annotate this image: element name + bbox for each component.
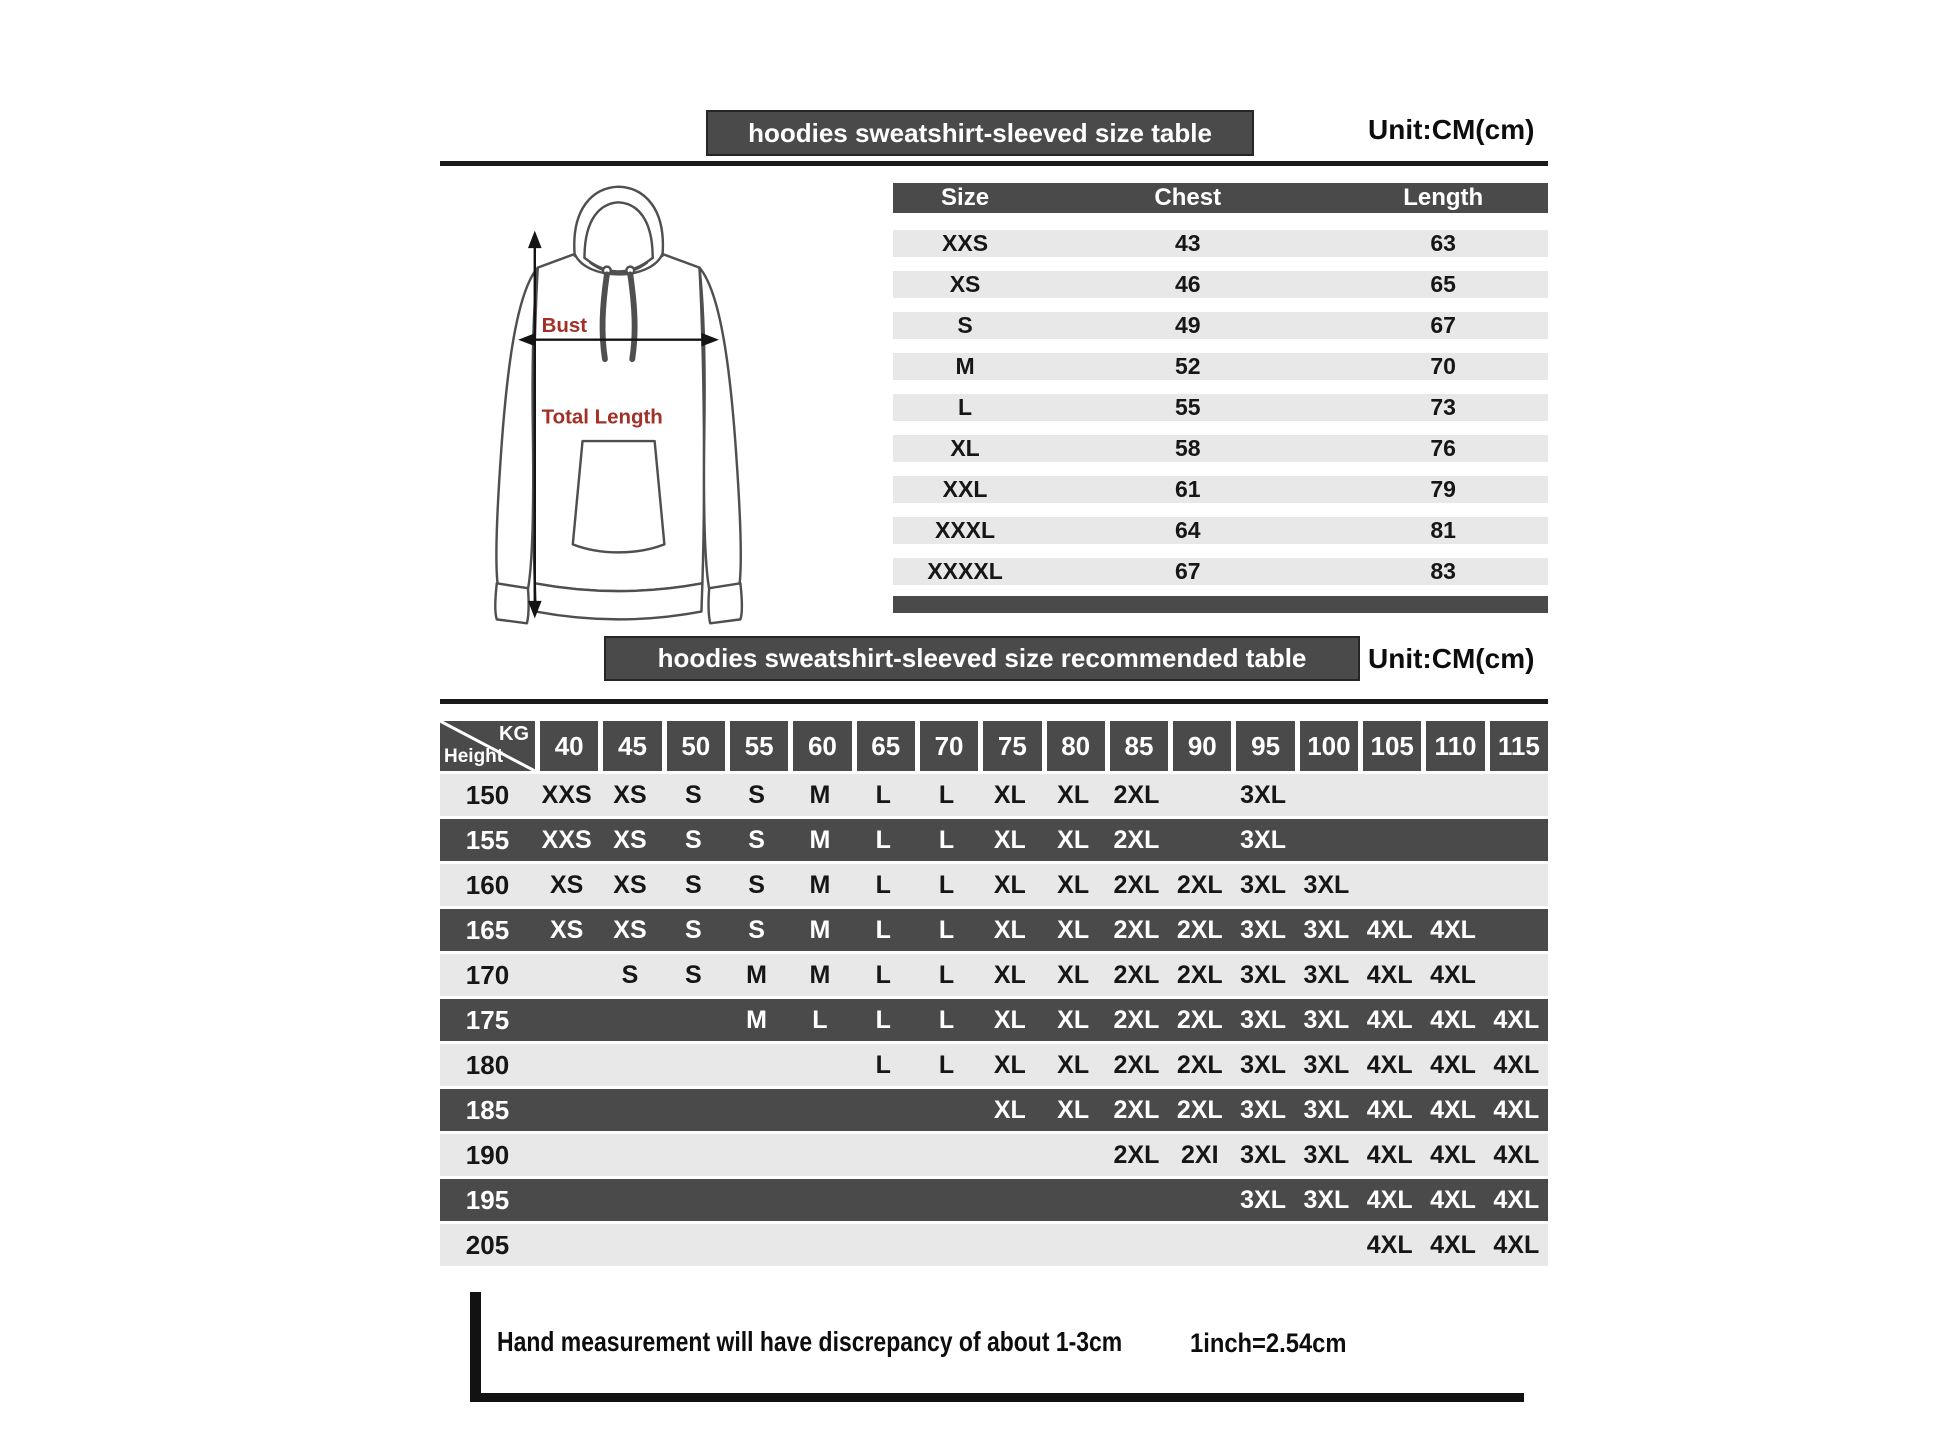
- size-recommendation-cell: 3XL: [1240, 780, 1287, 809]
- length-cell: 67: [1430, 312, 1456, 338]
- matrix-row: [440, 1134, 1548, 1176]
- weight-header-cell: 90: [1173, 721, 1231, 771]
- size-recommendation-cell: 3XL: [1240, 1050, 1287, 1079]
- size-recommendation-cell: 3XL: [1303, 1095, 1350, 1124]
- size-recommendation-cell: 3XL: [1303, 870, 1350, 899]
- size-recommendation-cell: XS: [613, 825, 647, 854]
- matrix-row: [440, 819, 1548, 861]
- size-recommendation-cell: XL: [1057, 1095, 1090, 1124]
- size-recommendation-cell: 4XL: [1366, 1230, 1413, 1259]
- size-recommendation-cell: M: [809, 780, 831, 809]
- recommended-table-title-bar: [604, 636, 1360, 681]
- size-recommendation-cell: S: [748, 825, 765, 854]
- size-recommendation-cell: L: [812, 1005, 828, 1034]
- size-recommendation-cell: 4XL: [1493, 1230, 1540, 1259]
- size-recommendation-cell: 2XL: [1113, 915, 1160, 944]
- chest-cell: 61: [1174, 476, 1201, 502]
- size-recommendation-cell: 3XL: [1240, 870, 1287, 899]
- size-recommendation-cell: 2XL: [1113, 1050, 1160, 1079]
- chest-cell: 55: [1174, 394, 1201, 420]
- length-cell: 81: [1430, 517, 1456, 543]
- hoodie-hood-outer: [574, 187, 663, 256]
- hoodie-right-cuff: [709, 583, 742, 623]
- size-recommendation-cell: 4XL: [1366, 960, 1413, 989]
- size-recommendation-cell: 4XL: [1430, 1140, 1476, 1169]
- weight-header-cell: 100: [1300, 721, 1358, 771]
- matrix-row: [440, 1089, 1548, 1131]
- size-recommendation-cell: 3XL: [1240, 1185, 1287, 1214]
- size-recommendation-cell: 3XL: [1240, 1005, 1287, 1034]
- size-recommendation-cell: L: [875, 915, 891, 944]
- size-recommendation-cell: L: [875, 870, 891, 899]
- hoodie-hood-rim: [584, 202, 652, 258]
- hoodie-right-sleeve: [699, 268, 740, 590]
- height-cell: 190: [465, 1139, 510, 1170]
- size-recommendation-cell: L: [938, 1005, 955, 1034]
- weight-header-cell: 95: [1236, 721, 1294, 771]
- recommended-table-title: hoodies sweatshirt-sleeved size recommended table: [657, 643, 1307, 673]
- size-recommendation-cell: 4XL: [1366, 1095, 1413, 1124]
- length-cell: 63: [1430, 230, 1456, 256]
- weight-header-cell: 65: [857, 721, 915, 771]
- weight-header-cell: 80: [1047, 721, 1105, 771]
- hoodie-left-cuff: [495, 583, 528, 623]
- size-recommendation-cell: M: [809, 870, 831, 899]
- size-recommendation-cell: L: [938, 825, 955, 854]
- size-recommendation-cell: 3XL: [1240, 825, 1287, 854]
- size-recommendation-cell: 4XL: [1493, 1140, 1540, 1169]
- size-recommendation-cell: 3XL: [1240, 1095, 1287, 1124]
- size-recommendation-cell: 2XL: [1113, 1005, 1160, 1034]
- size-table-header-row: [893, 183, 1548, 213]
- matrix-row: [440, 999, 1548, 1041]
- size-recommendation-cell: L: [938, 780, 955, 809]
- length-cell: 73: [1430, 394, 1456, 420]
- size-table-title: hoodies sweatshirt-sleeved size table: [748, 117, 1212, 148]
- size-recommendation-cell: 2XI: [1181, 1140, 1219, 1169]
- size-table-title-bar: [706, 110, 1254, 156]
- size-recommendation-cell: S: [684, 825, 702, 854]
- size-recommendation-cell: 4XL: [1493, 1185, 1540, 1214]
- size-recommendation-cell: L: [938, 915, 955, 944]
- weight-header-cell: 85: [1110, 721, 1168, 771]
- height-cell: 150: [465, 779, 510, 810]
- size-recommendation-cell: XS: [613, 915, 647, 944]
- matrix-row: [440, 774, 1548, 816]
- size-recommendation-cell: 2XL: [1113, 960, 1160, 989]
- size-recommendation-cell: XL: [1057, 870, 1090, 899]
- matrix-corner-cell: [440, 721, 535, 771]
- size-recommendation-cell: 3XL: [1303, 1140, 1350, 1169]
- size-table-row: [893, 517, 1548, 544]
- size-table-row: [893, 230, 1548, 257]
- size-recommendation-cell: 4XL: [1366, 1140, 1413, 1169]
- length-cell: 65: [1430, 271, 1456, 297]
- size-recommendation-cell: XL: [993, 1005, 1026, 1034]
- footer-underline: [470, 1393, 1524, 1402]
- size-recommendation-cell: L: [938, 1050, 955, 1079]
- size-cell: XXXL: [935, 517, 996, 543]
- size-recommendation-cell: 2XL: [1113, 870, 1160, 899]
- height-cell: 160: [465, 869, 510, 900]
- hoodie-measurement-diagram: [452, 176, 830, 634]
- size-recommendation-cell: 4XL: [1493, 1050, 1540, 1079]
- size-recommendation-cell: 3XL: [1240, 960, 1287, 989]
- size-table-row: [893, 476, 1548, 503]
- recommended-size-matrix: [440, 721, 1548, 1266]
- size-recommendation-cell: XL: [1057, 1050, 1090, 1079]
- size-recommendation-cell: XS: [613, 870, 647, 899]
- height-cell: 165: [465, 914, 510, 945]
- size-recommendation-cell: 3XL: [1240, 915, 1287, 944]
- weight-header-cell: 75: [983, 721, 1041, 771]
- weight-header-cell: 105: [1363, 721, 1421, 771]
- size-recommendation-cell: 2XL: [1176, 870, 1223, 899]
- chest-cell: 58: [1174, 435, 1201, 461]
- height-cell: 155: [465, 824, 510, 855]
- size-recommendation-cell: L: [875, 780, 891, 809]
- matrix-row: [440, 1044, 1548, 1086]
- size-table-row: [893, 558, 1548, 585]
- column-header-size: Size: [941, 184, 990, 211]
- size-recommendation-cell: 4XL: [1366, 915, 1413, 944]
- size-recommendation-cell: L: [938, 960, 955, 989]
- size-recommendation-cell: XL: [993, 825, 1026, 854]
- size-recommendation-cell: XXS: [541, 780, 592, 809]
- size-recommendation-cell: L: [875, 1005, 891, 1034]
- weight-header-cell: 45: [603, 721, 661, 771]
- size-cell: XS: [949, 271, 981, 297]
- size-recommendation-cell: 3XL: [1303, 1185, 1350, 1214]
- chest-cell: 52: [1174, 353, 1201, 379]
- matrix-header-row: [440, 721, 1548, 771]
- size-cell: XL: [950, 435, 980, 461]
- size-recommendation-cell: 2XL: [1113, 1095, 1160, 1124]
- size-recommendation-cell: L: [875, 960, 891, 989]
- size-recommendation-cell: M: [746, 1005, 767, 1034]
- weight-header-cell: 70: [920, 721, 978, 771]
- length-cell: 76: [1430, 435, 1456, 461]
- chest-cell: 46: [1174, 271, 1201, 297]
- size-recommendation-cell: S: [748, 870, 765, 899]
- matrix-row: [440, 954, 1548, 996]
- inch-conversion-note: 1inch=2.54cm: [1190, 1328, 1347, 1358]
- size-recommendation-cell: XS: [549, 915, 584, 944]
- size-recommendation-cell: 4XL: [1430, 1050, 1476, 1079]
- size-recommendation-cell: XL: [1057, 780, 1090, 809]
- size-table-row: [893, 394, 1548, 421]
- size-recommendation-cell: 3XL: [1303, 960, 1350, 989]
- height-cell: 175: [465, 1004, 510, 1035]
- size-recommendation-cell: 4XL: [1430, 1095, 1476, 1124]
- size-recommendation-cell: 2XL: [1176, 1050, 1223, 1079]
- size-table-footer-bar: [893, 596, 1548, 613]
- size-cell: S: [957, 312, 973, 338]
- size-recommendation-cell: XL: [1057, 915, 1090, 944]
- size-recommendation-cell: 4XL: [1366, 1005, 1413, 1034]
- weight-header-cell: 60: [793, 721, 851, 771]
- size-recommendation-cell: 4XL: [1493, 1005, 1540, 1034]
- height-cell: 195: [465, 1184, 510, 1215]
- size-recommendation-cell: M: [809, 960, 831, 989]
- size-recommendation-cell: M: [746, 960, 767, 989]
- matrix-row: [440, 1224, 1548, 1266]
- size-recommendation-cell: S: [684, 870, 702, 899]
- length-cell: 83: [1430, 558, 1456, 584]
- size-cell: L: [958, 394, 973, 420]
- size-recommendation-cell: XS: [549, 870, 584, 899]
- size-recommendation-cell: 3XL: [1303, 1050, 1350, 1079]
- weight-header-cell: 115: [1490, 721, 1548, 771]
- size-table-row: [893, 353, 1548, 380]
- size-recommendation-cell: XL: [993, 780, 1026, 809]
- size-recommendation-cell: XXS: [541, 825, 592, 854]
- chest-cell: 49: [1174, 312, 1201, 338]
- size-recommendation-cell: XL: [1057, 960, 1090, 989]
- height-cell: 205: [465, 1229, 510, 1260]
- matrix-body: [440, 774, 1548, 1266]
- size-recommendation-cell: XL: [993, 960, 1026, 989]
- size-recommendation-cell: 3XL: [1240, 1140, 1287, 1169]
- matrix-row: [440, 1179, 1548, 1221]
- size-recommendation-cell: M: [809, 825, 831, 854]
- top-divider-line: [440, 161, 1548, 166]
- chest-cell: 43: [1174, 230, 1201, 256]
- unit-label-top: Unit:CM(cm): [1368, 114, 1535, 145]
- size-recommendation-cell: 4XL: [1430, 1185, 1476, 1214]
- size-recommendation-cell: XL: [1057, 825, 1090, 854]
- unit-label-bottom: Unit:CM(cm): [1368, 643, 1535, 674]
- height-cell: 185: [465, 1094, 510, 1125]
- size-recommendation-cell: XL: [993, 1095, 1026, 1124]
- weight-header-cell: 40: [540, 721, 598, 771]
- size-table: [893, 183, 1548, 613]
- chest-cell: 67: [1174, 558, 1201, 584]
- height-cell: 180: [465, 1049, 510, 1080]
- size-recommendation-cell: M: [809, 915, 831, 944]
- size-recommendation-cell: 4XL: [1430, 960, 1476, 989]
- size-recommendation-cell: 2XL: [1176, 1005, 1223, 1034]
- corner-kg-label: KG: [499, 723, 529, 745]
- size-recommendation-cell: 4XL: [1366, 1185, 1413, 1214]
- measurement-note: Hand measurement will have discrepancy of about 1-3cm: [497, 1326, 1123, 1357]
- size-recommendation-cell: 3XL: [1303, 915, 1350, 944]
- middle-divider-line: [440, 699, 1548, 704]
- size-recommendation-cell: 4XL: [1430, 1230, 1476, 1259]
- matrix-row: [440, 909, 1548, 951]
- size-recommendation-cell: XL: [1057, 1005, 1090, 1034]
- size-recommendation-cell: XL: [993, 915, 1026, 944]
- size-recommendation-cell: 2XL: [1176, 960, 1223, 989]
- column-header-length: Length: [1403, 184, 1484, 211]
- length-cell: 79: [1430, 476, 1456, 502]
- size-table-row: [893, 271, 1548, 298]
- matrix-row: [440, 864, 1548, 906]
- size-recommendation-cell: XS: [613, 780, 647, 809]
- size-recommendation-cell: 4XL: [1493, 1095, 1540, 1124]
- size-recommendation-cell: S: [684, 780, 702, 809]
- size-recommendation-cell: XL: [993, 1050, 1026, 1079]
- size-recommendation-cell: S: [621, 960, 639, 989]
- size-recommendation-cell: S: [748, 780, 765, 809]
- size-table-row: [893, 435, 1548, 462]
- weight-header-cell: 55: [730, 721, 788, 771]
- total-length-label: Total Length: [541, 405, 663, 429]
- size-recommendation-cell: 2XL: [1113, 825, 1160, 854]
- size-table-body: [893, 230, 1548, 585]
- size-recommendation-cell: 4XL: [1430, 915, 1476, 944]
- size-recommendation-cell: S: [748, 915, 765, 944]
- chest-cell: 64: [1174, 517, 1201, 543]
- size-recommendation-cell: L: [938, 870, 955, 899]
- hoodie-left-sleeve: [496, 268, 537, 590]
- size-cell: XXL: [942, 476, 988, 502]
- size-recommendation-cell: 2XL: [1176, 915, 1223, 944]
- size-recommendation-cell: 3XL: [1303, 1005, 1350, 1034]
- column-header-chest: Chest: [1154, 184, 1222, 211]
- length-cell: 70: [1430, 353, 1456, 379]
- size-recommendation-cell: 2XL: [1113, 780, 1160, 809]
- size-recommendation-cell: S: [684, 915, 702, 944]
- size-recommendation-cell: 4XL: [1366, 1050, 1413, 1079]
- size-recommendation-cell: L: [875, 825, 891, 854]
- size-recommendation-cell: L: [875, 1050, 891, 1079]
- size-recommendation-cell: 2XL: [1113, 1140, 1160, 1169]
- size-cell: XXS: [942, 230, 989, 256]
- weight-header-cell: 110: [1426, 721, 1484, 771]
- size-cell: XXXXL: [927, 558, 1003, 584]
- height-cell: 170: [465, 959, 510, 990]
- size-recommendation-cell: 2XL: [1176, 1095, 1223, 1124]
- bust-label: Bust: [541, 313, 588, 337]
- size-recommendation-cell: 4XL: [1430, 1005, 1476, 1034]
- size-recommendation-cell: XL: [993, 870, 1026, 899]
- size-cell: M: [955, 353, 975, 379]
- corner-height-label: Height: [444, 746, 504, 767]
- size-recommendation-cell: S: [684, 960, 702, 989]
- footer-left-bar: [470, 1292, 481, 1402]
- weight-header-cell: 50: [667, 721, 725, 771]
- size-table-row: [893, 312, 1548, 339]
